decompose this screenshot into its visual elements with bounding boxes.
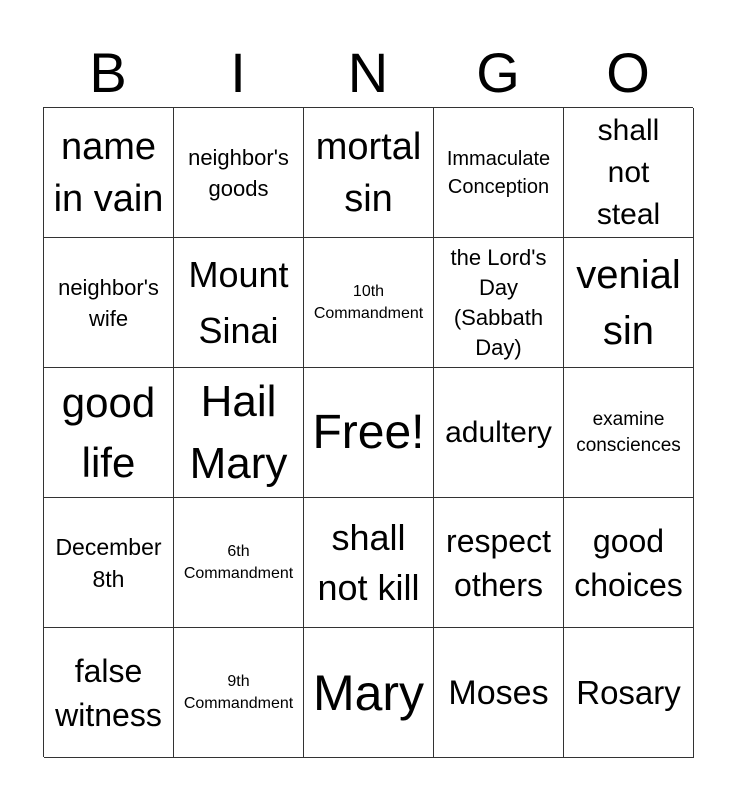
cell-text: Immaculate Conception <box>446 147 551 198</box>
bingo-cell[interactable] <box>564 108 694 238</box>
cell-text: shall not kill <box>317 516 420 608</box>
bingo-cell[interactable] <box>304 498 434 628</box>
header-letter-g: G <box>476 41 520 104</box>
bingo-cell[interactable] <box>434 498 564 628</box>
bingo-cell[interactable] <box>44 368 174 498</box>
cell-text: good choices <box>574 522 683 603</box>
bingo-cell[interactable] <box>564 628 694 758</box>
cell-text: examine consciences <box>576 408 681 456</box>
cell-text: good life <box>61 378 156 486</box>
bingo-cell[interactable] <box>174 238 304 368</box>
header-letter-n: N <box>347 41 389 104</box>
header-letter-i: I <box>230 41 246 104</box>
cell-text: neighbor's goods <box>188 144 289 201</box>
bingo-cell[interactable] <box>174 368 304 498</box>
cell-text: the Lord's Day (Sabbath Day) <box>450 244 547 360</box>
cell-text: Moses <box>448 673 549 712</box>
cell-text: venial sin <box>576 252 681 353</box>
bingo-header <box>43 40 693 106</box>
cell-text: name in vain <box>53 125 164 220</box>
cell-text: Mary <box>312 664 425 721</box>
bingo-card-grid <box>43 107 693 757</box>
bingo-cell[interactable] <box>434 108 564 238</box>
bingo-cell[interactable] <box>434 628 564 758</box>
cell-text: Rosary <box>576 673 681 711</box>
bingo-cell[interactable] <box>174 498 304 628</box>
cell-text: 6th Commandment <box>183 542 294 582</box>
bingo-cell[interactable] <box>44 498 174 628</box>
bingo-cell[interactable] <box>44 238 174 368</box>
bingo-cell[interactable] <box>564 368 694 498</box>
cell-text: Mount Sinai <box>188 253 289 351</box>
cell-text: adultery <box>445 415 552 449</box>
bingo-cell[interactable] <box>174 108 304 238</box>
free-space-cell[interactable] <box>304 368 434 498</box>
bingo-cell[interactable] <box>304 108 434 238</box>
cell-text: neighbor's wife <box>58 274 159 331</box>
header-letter-b: B <box>89 41 127 104</box>
bingo-cell[interactable] <box>434 368 564 498</box>
header-letter-o: O <box>606 41 650 104</box>
free-space-text: Free! <box>312 405 425 459</box>
bingo-cell[interactable] <box>44 628 174 758</box>
cell-text: false witness <box>55 652 162 733</box>
cell-text: December 8th <box>55 533 162 592</box>
cell-text: shall not steal <box>596 113 661 231</box>
bingo-cell[interactable] <box>44 108 174 238</box>
cell-text: 9th Commandment <box>183 672 294 712</box>
bingo-cell[interactable] <box>304 628 434 758</box>
cell-text: 10th Commandment <box>313 282 424 322</box>
bingo-cell[interactable] <box>434 238 564 368</box>
bingo-cell[interactable] <box>564 498 694 628</box>
cell-text: respect others <box>446 522 551 603</box>
bingo-cell[interactable] <box>564 238 694 368</box>
cell-text: Hail Mary <box>189 376 288 488</box>
bingo-cell[interactable] <box>304 238 434 368</box>
bingo-cell[interactable] <box>174 628 304 758</box>
cell-text: mortal sin <box>315 125 422 220</box>
